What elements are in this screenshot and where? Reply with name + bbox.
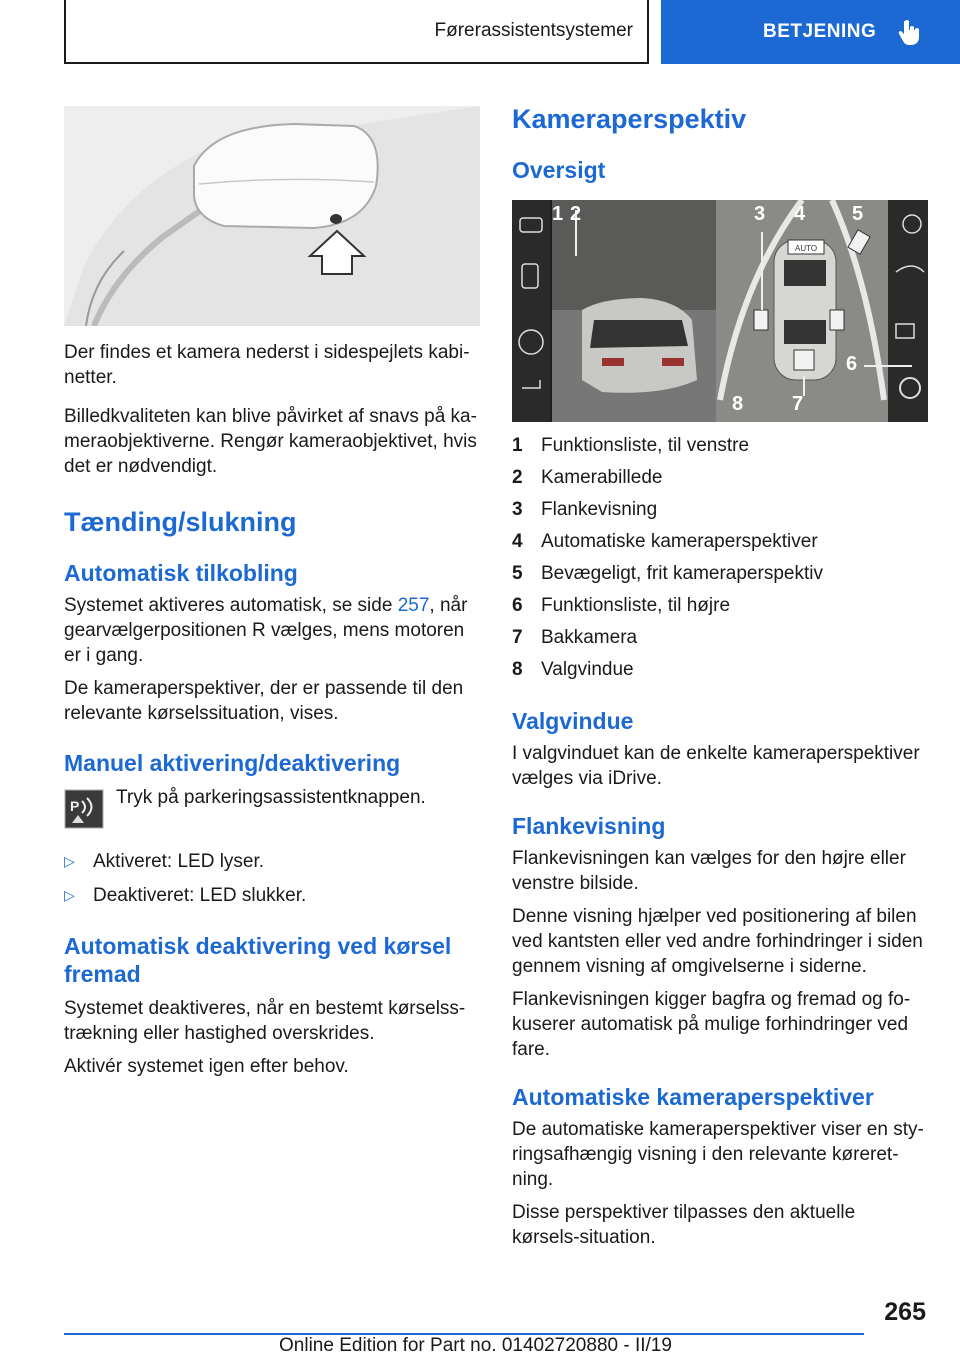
legend-text: Flankevisning — [541, 499, 658, 520]
legend-text: Funktionsliste, til højre — [541, 595, 731, 616]
heading-kameraperspektiv: Kameraperspektiv — [512, 104, 747, 134]
heading-flankevisning: Flankevisning — [512, 813, 666, 839]
heading-manuel-aktivering: Manuel aktivering/deaktivering — [64, 750, 401, 776]
callout-5: 5 — [852, 203, 864, 225]
header-chapter-title: BETJENING — [763, 21, 877, 42]
legend-item — [512, 462, 928, 494]
legend-number: 7 — [512, 627, 523, 648]
legend-item — [512, 590, 928, 622]
legend-item — [512, 654, 928, 686]
legend-number: 4 — [512, 531, 523, 552]
svg-text:P: P — [70, 798, 80, 814]
callout-6: 6 — [846, 353, 858, 375]
paragraph-press-button: Tryk på parkeringsassistentknappen. — [116, 787, 426, 808]
paragraph-flanke-3: Flankevisningen kigger bagfra og fremad og fo-kuserer automatisk på mulige forhindringer ved fare. — [512, 989, 911, 1060]
legend-text: Automatiske kameraperspektiver — [541, 531, 818, 552]
mirror-camera-figure — [64, 106, 480, 326]
paragraph-flanke-2: Denne visning hjælper ved positionering af bilen ved kantsten eller ved andre forhindringer i siden gennem visning af omgivelserne i siderne. — [512, 906, 923, 977]
legend-text: Kamerabillede — [541, 467, 663, 488]
heading-automatisk-deaktivering: Automatisk deaktivering ved kørsel fremad — [64, 933, 452, 987]
legend-text: Funktionsliste, til venstre — [541, 435, 750, 456]
screen-label-auto: AUTO — [795, 244, 818, 253]
figure-legend — [512, 430, 928, 686]
callout-1: 1 — [552, 203, 564, 225]
legend-item — [512, 622, 928, 654]
paragraph-reactivate: Aktivér systemet igen efter behov. — [64, 1056, 349, 1077]
heading-valgvindue: Valgvindue — [512, 708, 634, 734]
paragraph-image-quality: Billedkvaliteten kan blive påvirket af snavs på ka-meraobjektiverne. Rengør kameraobjektivet, hvis det er nødvendigt. — [64, 406, 477, 477]
legend-item — [512, 558, 928, 590]
legend-number: 2 — [512, 467, 523, 488]
bullet-list-led — [64, 849, 480, 908]
callout-4: 4 — [794, 203, 806, 225]
heading-automatiske-kameraperspektiver: Automatiske kameraperspektiver — [512, 1084, 874, 1110]
bullet-triangle-icon: ▷ — [64, 853, 75, 869]
paragraph-auto-activation — [64, 593, 480, 668]
legend-item — [512, 430, 928, 462]
bullet-text: Aktiveret: LED lyser. — [93, 851, 265, 872]
legend-text: Bakkamera — [541, 627, 638, 648]
callout-2: 2 — [570, 203, 582, 225]
legend-text: Valgvindue — [541, 659, 634, 680]
camera-display-figure — [512, 200, 928, 422]
paragraph-auto-kamera-1: De automatiske kameraperspektiver viser en sty-ringsafhængig visning i den relevante køreret-ning. — [512, 1119, 924, 1190]
park-assist-button-icon — [64, 789, 104, 829]
heading-taending-slukning: Tænding/slukning — [64, 507, 297, 537]
footer-edition: Online Edition for Part no. 01402720880 - II/19 — [279, 1335, 672, 1356]
paragraph-auto-kamera-2: Disse perspektiver tilpasses den aktuelle kørsels-situation. — [512, 1202, 856, 1248]
paragraph-mirror-camera: Der findes et kamera nederst i sidespejlets kabi-netter. — [64, 342, 470, 388]
legend-number: 5 — [512, 563, 523, 584]
legend-number: 8 — [512, 659, 523, 680]
page-link-257[interactable]: 257 — [397, 595, 430, 616]
paragraph-auto-activation-end: , når gearvælgerpositionen R vælges, mens motoren er i gang. — [64, 595, 468, 666]
legend-item — [512, 494, 928, 526]
legend-number: 1 — [512, 435, 523, 456]
header-section — [64, 0, 649, 64]
heading-oversigt: Oversigt — [512, 157, 606, 183]
header-section-title: Førerassistentsystemer — [434, 20, 633, 41]
hand-pointer-icon — [898, 19, 920, 45]
paragraph-flanke-1: Flankevisningen kan vælges for den højre eller venstre bilside. — [512, 848, 906, 894]
legend-text: Bevægeligt, frit kameraperspektiv — [541, 563, 823, 584]
page-number: 265 — [884, 1298, 926, 1326]
bullet-text: Deaktiveret: LED slukker. — [93, 885, 307, 906]
legend-number: 3 — [512, 499, 523, 520]
header-chapter — [661, 0, 960, 64]
bullet-triangle-icon: ▷ — [64, 887, 75, 903]
legend-number: 6 — [512, 595, 523, 616]
callout-3: 3 — [754, 203, 766, 225]
list-item — [64, 849, 480, 874]
paragraph-valgvindue: I valgvinduet kan de enkelte kameraperspektiver vælges via iDrive. — [512, 743, 920, 789]
callout-7: 7 — [792, 393, 804, 415]
paragraph-auto-deactivation: Systemet deaktiveres, når en bestemt kørselss-trækning eller hastighed overskrides. — [64, 998, 466, 1044]
legend-item — [512, 526, 928, 558]
heading-automatisk-tilkobling: Automatisk tilkobling — [64, 560, 298, 586]
list-item — [64, 883, 480, 908]
callout-8: 8 — [732, 393, 744, 415]
paragraph-perspectives-shown: De kameraperspektiver, der er passende til den relevante kørselssituation, vises. — [64, 678, 464, 724]
paragraph-auto-activation-start: Systemet aktiveres automatisk, se side — [64, 595, 398, 616]
